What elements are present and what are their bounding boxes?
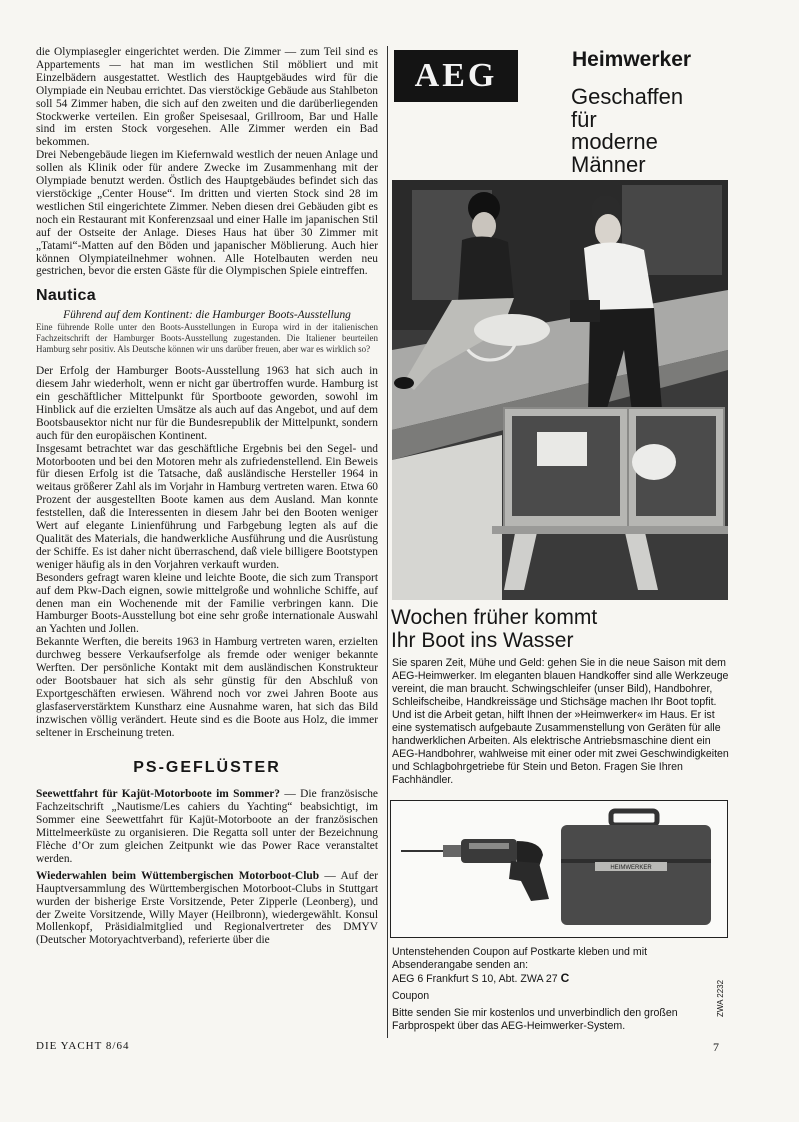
nautica-paragraph: Der Erfolg der Hamburger Boots-Ausstellung 1963 hat sich auch in diesem Jahr wiederholt, wenn er nicht gar übertroffen wurde. Hamburg ist ein geschäftlicher Mittelpunkt für Sportboote geworden, sowohl im Hinblick auf die erzielten Umsätze als auch auf das Angebot, und auf dem Bootsbausektor nicht nur für die Bundesrepublik der Mittelpunkt, sondern auch für den europäischen Kontinent.	[36, 365, 378, 442]
ps-item-text: — Die französische Fachzeitschrift „Nautisme/Les cahiers du Yachting“ beabsichtigt, im Sommer eine Seewettfahrt für Kajüt-Motorboote an der französischen Mittelmeerküste zu organisieren. Die Regatta soll unter der Bezeichnung Flèche d’Or zum gleichen Zeitpunkt wie das Power Race veranstaltet werden.	[36, 788, 378, 865]
nautica-heading: Nautica	[36, 287, 96, 305]
coupon-text: Bitte senden Sie mir kostenlos und unverbindlich den großen Farbprospekt über das AEG-Heimwerker-System.	[392, 1007, 678, 1032]
ad-brand: Heimwerker	[572, 48, 692, 71]
nautica-paragraph: Bekannte Werften, die bereits 1963 in Hamburg vertreten waren, erzielten durchweg bessere Verkaufserfolge als fremde oder weniger bekannte Werften. Der persönliche Kontakt mit dem ausländischen Konstrukteur oder Bootsbauer hat sich als sehr günstig für den Abschluß von Exportgeschäften erwiesen. Während noch vor zwei Jahren Boote aus glasfaserverstärktem Kunstharz eine Ausnahme waren, hat sich das Bild inzwischen völlig verändert. Heute sind es die Boote aus Holz, die immer seltener in Erscheinung treten.	[36, 636, 378, 739]
ps-item-title: Seewettfahrt für Kajüt-Motorboote im Sommer?	[36, 788, 280, 801]
page-number: 7	[713, 1040, 719, 1054]
left-column	[36, 46, 378, 947]
magazine-footer: DIE YACHT 8/64	[36, 1040, 130, 1052]
ps-item	[36, 870, 378, 947]
aeg-logo: AEG	[394, 50, 518, 102]
ps-heading: PS-GEFLÜSTER	[133, 758, 281, 776]
ps-item	[36, 788, 378, 865]
case-label: HEIMWERKER	[610, 865, 652, 871]
coupon-intro: Untenstehenden Coupon auf Postkarte kleben und mit Absenderangabe senden an:	[392, 946, 648, 971]
intro-paragraph: Drei Nebengebäude liegen im Kiefernwald westlich der neuen Anlage und sollen als Klinik oder für andere Zwecke im Zusammenhang mit der Olympiade benutzt werden. Östlich des Hauptgebäudes befindet sich das vierstöckige „Center House“. Im dritten und vierten Stock sind 28 im westlichen Stil eingerichtete Zimmer. Neben diesen drei Gebäuden gibt es noch ein Restaurant mit Konferenzsaal und einer Halle im japanischen Stil auf der Ostseite der Anlage. Dieses Haus hat über 30 Zimmer mit „Tatami“-Matten auf den Böden und japanischer Möblierung. Auch hier können Olympiateilnehmer wohnen. Alle Hotelbauten werden neu gestrichen, bevor die ersten Gäste für die Olympischen Spiele eintreffen.	[36, 149, 378, 278]
nautica-paragraph: Insgesamt betrachtet war das geschäftliche Ergebnis bei den Segel- und Motorbooten und bei den Motoren mehr als zufriedenstellend. Ein Beweis für diesen Erfolg ist die Tatsache, daß ausländische Hersteller 1964 in weitaus größerer Zahl als im Vorjahr in Hamburg vertreten waren. Etwa 60 Prozent der ausgestellten Boote kamen aus dem Ausland. Man konnte feststellen, daß die Interessenten in diesem Jahr bei den Booten weniger Wert auf elegante Linienführung und Farbgebung legten als auf die Qualität des Materials, die handwerkliche Ausführung und die Ausrüstung der Schiffe. Es ist daher nicht überraschend, daß viele billigere Bootstypen weniger häufig als in den Vorjahren verkauft wurden.	[36, 442, 378, 571]
workshop-photo	[392, 180, 728, 600]
product-image	[390, 800, 728, 938]
nautica-paragraph: Besonders gefragt waren kleine und leichte Boote, die sich zum Transport auf dem Pkw-Dach eignen, sowie mittelgroße und wohnliche Schiffe, auf denen man ein Wochenende mit der Familie verbringen kann. Die Hamburger Boots-Ausstellung bot eine sehr große internationale Auswahl an Yachten und Jollen.	[36, 571, 378, 636]
coupon-address-line	[392, 971, 569, 985]
column-divider	[387, 46, 388, 1038]
coupon-address: AEG 6 Frankfurt S 10, Abt. ZWA 27	[392, 973, 558, 985]
coupon-address-letter: C	[560, 971, 570, 985]
nautica-lead: Eine führende Rolle unter den Boots-Ausstellungen in Europa wird in der italienischen Fachzeitschrift der Hamburger Boots-Ausstellung zugestanden. Die Italiener beurteilen Hamburg sehr positiv. Als Deutsche können wir uns darüber freuen, aber war es wirklich so?	[36, 322, 378, 355]
ps-item-text: — Auf der Hauptversammlung des Württembergischen Motorboot-Clubs in Stuttgart wurden der bisherige Erste Vorsitzende, Peter Zipperle (Leonberg), und der Zweite Vorsitzende, Willy Mayer (Heilbronn), wiedergewählt. Konsul Mollenkopf, Präsidialmitglied und Regionalvertreter des DMYV (Deutscher Motoryachtverband), referierte über die	[36, 869, 378, 947]
ps-item-title: Wiederwahlen beim Wüttembergischen Motorboot-Club	[36, 869, 320, 882]
ad-code: ZWA 2232	[716, 979, 725, 1017]
nautica-subheading: Führend auf dem Kontinent: die Hamburger Boots-Ausstellung	[63, 309, 351, 322]
ad-slogan: Geschaffen für moderne Männer	[571, 84, 684, 177]
ad-headline: Wochen früher kommt Ihr Boot ins Wasser	[391, 606, 598, 652]
intro-paragraph: die Olympiasegler eingerichtet werden. Die Zimmer — zum Teil sind es Appartements — hat man im westlichen Stil möbliert und mit Einzelbädern ausgestattet. Westlich des Hauptgebäudes wird für die Olympiade ein Neubau errichtet. Das vierstöckige Gebäude aus Stahlbeton soll 54 Zimmer haben, die sich auf den zweiten und die darüberliegenden Stockwerke verteilen. Ein großer Speisesaal, Grillroom, Bar und Halle sind im ersten Stock vorgesehen. Alle Zimmer werden ein Bad bekommen.	[36, 46, 378, 149]
coupon-label: Coupon	[392, 990, 430, 1002]
ad-body: Sie sparen Zeit, Mühe und Geld: gehen Sie in die neue Saison mit dem AEG-Heimwerker. Im eleganten blauen Handkoffer sind alle Werkzeuge vereint, die man braucht. Schwingschleifer (unser Bild), Handbohrer, Schleifscheibe, Handkreissäge und Stichsäge machen Ihr Boot topfit. Und ist die Arbeit getan, hilft Ihnen der »Heimwerker« im Haus. Er ist eine systematisch aufgebaute Zusammenstellung von Geräten für alle handwerklichen Arbeiten. Als elektrische Antriebsmaschine dient ein AEG-Handbohrer, wahlweise mit einer oder mit zwei Geschwindigkeiten und Schlagbohrgetriebe für Stein und Beton. Fragen Sie Ihren Fachhändler.	[392, 657, 729, 786]
